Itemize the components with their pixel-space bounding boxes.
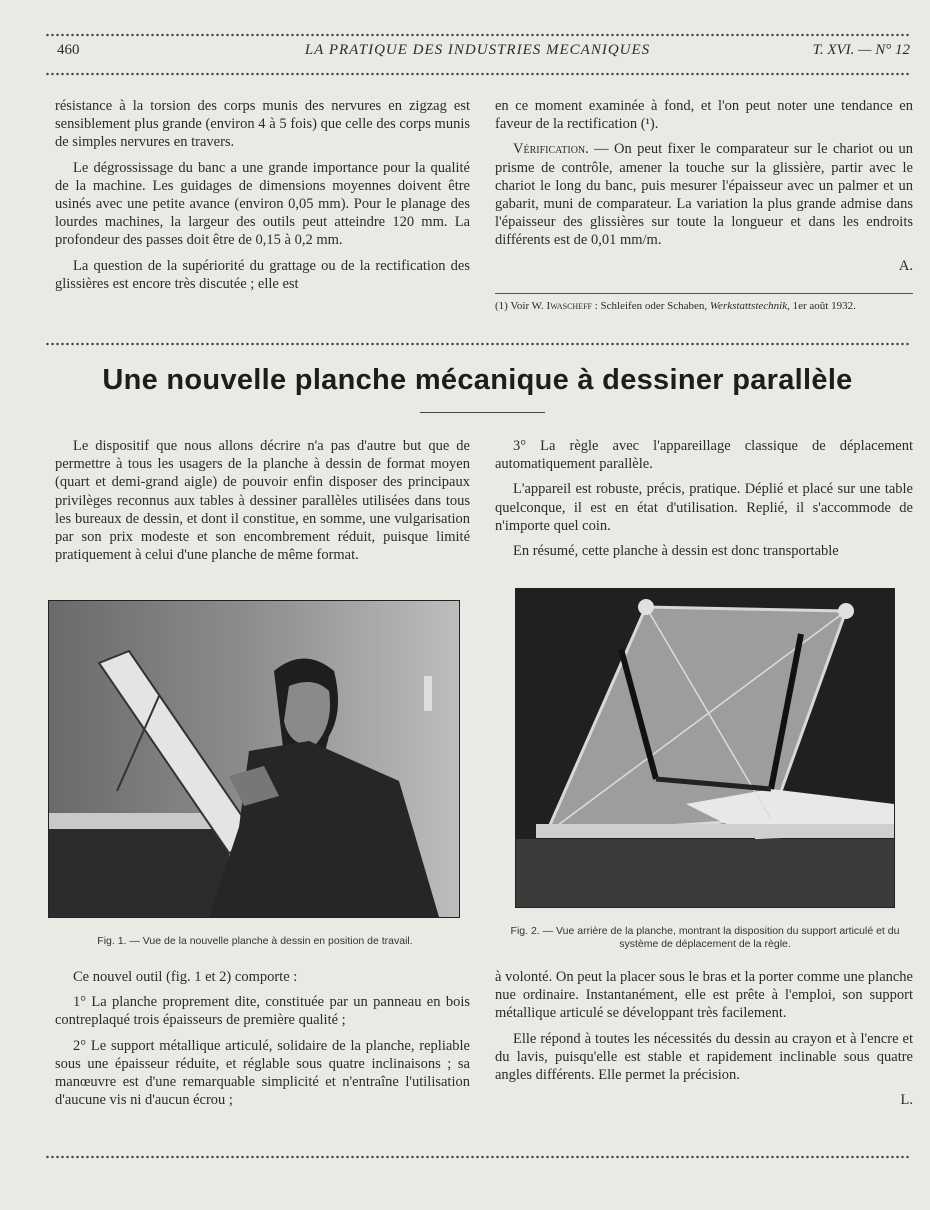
running-header xyxy=(45,42,910,64)
figure-1-caption: Fig. 1. — Vue de la nouvelle planche à dessin en position de travail. xyxy=(97,935,413,947)
intro-paragraph: Le dispositif que nous allons décrire n'a pas d'autre but que de permettre à tous les usagers de la planche à dessin de format moyen (quart et demi-grand aigle) de pouvoir enfin disposer des principaux privilèges reconnus aux tables à dessiner parallèles utilisées dans tous les bureaux de dessin, et dont il constitue, en somme, une vulgarisation par son prix modeste et son encombrement réduit, puisque limité pratiquement à celui d'une planche de même format. xyxy=(55,438,470,564)
figure-2-illustration xyxy=(516,589,894,907)
page-number: 460 xyxy=(57,42,80,58)
footnote-prefix: (1) Voir W. xyxy=(495,300,547,312)
article-right-top-column xyxy=(495,437,913,567)
prev-article-right-column xyxy=(495,97,913,282)
paragraph: en ce moment examinée à fond, et l'on peut noter une tendance en faveur de la rectification (¹). xyxy=(495,98,913,133)
paragraph: 1° La planche proprement dite, constituée par un panneau en bois contreplaqué trois épaisseurs de première qualité ; xyxy=(55,994,470,1029)
footnote xyxy=(495,299,913,313)
issue-number: T. XVI. — N° 12 xyxy=(812,42,910,58)
footnote-rule xyxy=(495,293,913,294)
paragraph: à volonté. On peut la placer sous le bras et la porter comme une planche nue ordinaire. Instantanément, elle est prête à l'emploi, son support métallique articulé se développant très facilement. xyxy=(495,969,913,1022)
figure-1-photo xyxy=(48,600,460,918)
paragraph: Elle répond à toutes les nécessités du dessin au crayon et à l'encre et du lavis, puisqu'elle est stable et rapidement inclinable sous quatre angles différents. Elle permet la précision. xyxy=(495,1030,913,1084)
header-top-rule xyxy=(45,33,910,37)
footnote-author: Iwascheff xyxy=(546,300,592,312)
figure-1-illustration xyxy=(49,601,459,917)
title-underline xyxy=(420,412,545,413)
paragraph: 3° La règle avec l'appareillage classique de déplacement automatiquement parallèle. xyxy=(495,438,913,473)
paragraph: L'appareil est robuste, précis, pratique. Déplié et placé sur une table quelconque, il est en état d'utilisation. Replié, il s'accommode de n'importe quel coin. xyxy=(495,481,913,534)
paragraph: Le dégrossissage du banc a une grande importance pour la qualité de la machine. Les guidages de dimensions moyennes doivent être usinés avec une petite avance (environ 0,05 mm). Pour le planage des lourdes machines, la largeur des outils peut atteindre 120 mm. La profondeur des passes doit être de 0,15 à 0,2 mm. xyxy=(55,159,470,249)
paragraph: 2° Le support métallique articulé, solidaire de la planche, repliable sous une épaisseur réduite, et réglable sous quatre inclinaisons ; sa manœuvre est d'une remarquable simplicité et n'entraîne l'utilisation d'aucune vis ni d'aucun écrou ; xyxy=(55,1037,470,1109)
figure-2-photo xyxy=(515,588,895,908)
article-intro-column xyxy=(55,437,470,571)
paragraph: La question de la supériorité du grattage ou de la rectification des glissières est encore très discutée ; elle est xyxy=(55,257,470,292)
verification-text: — On peut fixer le comparateur sur le chariot ou un prisme de contrôle, amener la touche sur la glissière, partir avec le chariot le long du banc, puis mesurer l'épaisseur avec un palmer et un gabarit, muni de comparateur. La variation la plus grande admise dans l'épaisseur des glissières sur toute la longueur et dans les endroits différents est de 0,01 mm/m. xyxy=(495,141,913,249)
footnote-journal: Werkstattstechnik xyxy=(709,300,788,312)
journal-title: LA PRATIQUE DES INDUSTRIES MECANIQUES xyxy=(304,42,651,58)
verification-paragraph xyxy=(495,140,913,249)
article-title: Une nouvelle planche mécanique à dessiner parallèle xyxy=(102,364,853,396)
footnote-title: : Schleifen oder Schaben, xyxy=(592,300,710,312)
paragraph: résistance à la torsion des corps munis des nervures en zigzag est sensiblement plus grande (environ 4 à 5 fois) que celle des corps munis de simples nervures en travers. xyxy=(55,98,470,151)
footer-rule xyxy=(45,1155,910,1159)
prev-article-left-column xyxy=(55,97,470,300)
paragraph: En résumé, cette planche à dessin est donc transportable xyxy=(513,543,839,560)
figure-2-caption: Fig. 2. — Vue arrière de la planche, montrant la disposition du support articulé et du système de déplacement de la règle. xyxy=(510,925,900,950)
verification-label: Vérification. xyxy=(513,141,589,158)
section-rule xyxy=(45,342,910,346)
article-bottom-left-column xyxy=(55,968,470,1116)
signature: A. xyxy=(898,257,913,274)
article-bottom-right-column xyxy=(495,968,913,1116)
paragraph: Ce nouvel outil (fig. 1 et 2) comporte : xyxy=(73,969,298,985)
footnote-date: , 1er août 1932. xyxy=(787,300,856,312)
signature: L. xyxy=(900,1092,913,1109)
header-bottom-rule xyxy=(45,72,910,76)
